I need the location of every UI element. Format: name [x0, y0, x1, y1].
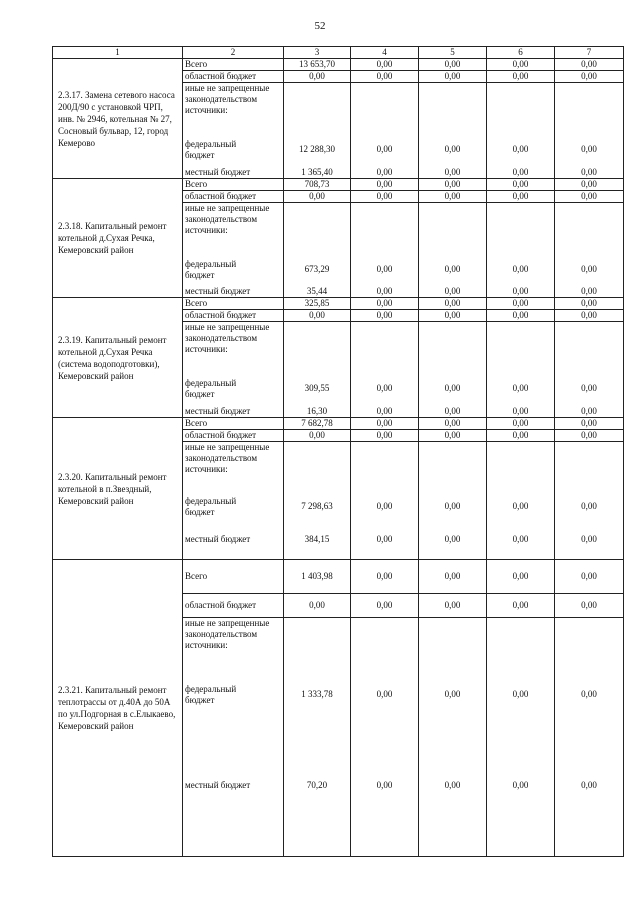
source-label-total: Всего: [183, 418, 284, 430]
federal-amount: 1 333,78: [301, 689, 333, 699]
source-label-regional: областной бюджет: [183, 430, 284, 442]
amount-cell: 0,00: [555, 59, 624, 71]
header-cell: 7: [555, 47, 624, 59]
local-amount: 35,44: [306, 286, 328, 296]
amount-cell: 0,00: [284, 71, 351, 83]
amount-cell-group: [351, 83, 419, 179]
source-label-total: Всего: [183, 59, 284, 71]
amount-cell-group: [487, 618, 555, 857]
amount-cell-group: [555, 322, 624, 418]
amount-cell: 0,00: [419, 191, 487, 203]
source-label-inye: иные не запрещенные законодательством источники:: [185, 322, 270, 354]
amount-cell-group: [555, 83, 624, 179]
amount-cell-group: [555, 442, 624, 560]
project-name: 2.3.17. Замена сетевого насоса 200Д/90 с установкой ЧРП, инв. № 2946, котельная № 27, Сосновый бульвар, 12, город Кемерово: [53, 59, 183, 179]
amount-cell: 0,00: [284, 594, 351, 618]
header-cell: 5: [419, 47, 487, 59]
amount-cell-group: [555, 618, 624, 857]
local-amount: 0,00: [512, 534, 529, 544]
amount-cell-group: [487, 83, 555, 179]
federal-amount: 0,00: [376, 501, 393, 511]
source-label-other: [183, 83, 284, 179]
amount-cell: 0,00: [419, 59, 487, 71]
federal-amount: 673,29: [304, 264, 330, 274]
amount-cell: 0,00: [487, 179, 555, 191]
header-cell: 3: [284, 47, 351, 59]
amount-cell-group: [419, 203, 487, 298]
header-row: [53, 47, 624, 59]
amount-cell: 708,73: [284, 179, 351, 191]
project-row-total: [53, 59, 624, 71]
local-amount: 0,00: [444, 780, 461, 790]
source-label-local: местный бюджет: [185, 286, 251, 296]
source-label-other: [183, 322, 284, 418]
local-amount: 0,00: [512, 780, 529, 790]
amount-cell: 0,00: [487, 298, 555, 310]
amount-cell: 0,00: [555, 71, 624, 83]
local-amount: 1 365,40: [301, 167, 333, 177]
amount-cell-group: [487, 203, 555, 298]
amount-cell-group: [284, 83, 351, 179]
source-label-local: местный бюджет: [185, 534, 251, 544]
source-label-other: [183, 203, 284, 298]
source-label-total: Всего: [183, 298, 284, 310]
amount-cell: 7 682,78: [284, 418, 351, 430]
federal-amount: 0,00: [512, 383, 529, 393]
local-amount: 0,00: [581, 534, 597, 544]
amount-cell: 0,00: [555, 191, 624, 203]
source-label-federal: федеральный бюджет: [185, 378, 237, 399]
source-label-federal: федеральный бюджет: [185, 259, 237, 280]
amount-cell-group: [284, 442, 351, 560]
amount-cell: 0,00: [487, 71, 555, 83]
budget-table: [52, 46, 624, 857]
amount-cell: 0,00: [419, 298, 487, 310]
local-amount: 0,00: [376, 534, 393, 544]
amount-cell: 0,00: [487, 594, 555, 618]
project-row-total: [53, 560, 624, 594]
federal-amount: 0,00: [581, 144, 597, 154]
source-label-total: Всего: [183, 560, 284, 594]
amount-cell-group: [419, 322, 487, 418]
federal-amount: 0,00: [512, 264, 529, 274]
amount-cell: 0,00: [487, 560, 555, 594]
project-name: 2.3.21. Капитальный ремонт теплотрассы от д.40А до 50А по ул.Подгорная в с.Елыкаево, Кемеровский район: [53, 560, 183, 857]
federal-amount: 0,00: [444, 144, 461, 154]
amount-cell-group: [284, 322, 351, 418]
amount-cell-group: [351, 442, 419, 560]
amount-cell: 0,00: [419, 71, 487, 83]
amount-cell: 0,00: [419, 594, 487, 618]
project-row-total: [53, 418, 624, 430]
source-label-federal: федеральный бюджет: [185, 684, 237, 705]
local-amount: 0,00: [581, 286, 597, 296]
header-cell: 2: [183, 47, 284, 59]
source-label-total: Всего: [183, 179, 284, 191]
source-label-federal: федеральный бюджет: [185, 496, 237, 517]
amount-cell: 0,00: [419, 418, 487, 430]
amount-cell-group: [351, 203, 419, 298]
amount-cell: 0,00: [351, 71, 419, 83]
header-cell: 4: [351, 47, 419, 59]
amount-cell: 0,00: [487, 310, 555, 322]
amount-cell: 1 403,98: [284, 560, 351, 594]
amount-cell: 0,00: [419, 310, 487, 322]
amount-cell: 0,00: [419, 179, 487, 191]
amount-cell: 0,00: [487, 191, 555, 203]
local-amount: 70,20: [306, 780, 328, 790]
amount-cell: 0,00: [351, 310, 419, 322]
amount-cell-group: [487, 442, 555, 560]
federal-amount: 0,00: [512, 144, 529, 154]
amount-cell: 0,00: [555, 298, 624, 310]
amount-cell: 0,00: [351, 179, 419, 191]
local-amount: 0,00: [512, 406, 529, 416]
amount-cell: 0,00: [351, 59, 419, 71]
amount-cell: 0,00: [555, 430, 624, 442]
local-amount: 0,00: [581, 167, 597, 177]
federal-amount: 309,55: [304, 383, 330, 393]
amount-cell: 0,00: [284, 430, 351, 442]
federal-amount: 7 298,63: [301, 501, 333, 511]
project-name: 2.3.20. Капитальный ремонт котельной в п.Звездный, Кемеровский район: [53, 418, 183, 560]
local-amount: 0,00: [512, 286, 529, 296]
local-amount: 0,00: [376, 286, 393, 296]
amount-cell: 13 653,70: [284, 59, 351, 71]
amount-cell: 0,00: [419, 430, 487, 442]
amount-cell-group: [284, 618, 351, 857]
federal-amount: 0,00: [581, 383, 597, 393]
source-label-local: местный бюджет: [185, 406, 251, 416]
amount-cell-group: [419, 83, 487, 179]
federal-amount: 0,00: [376, 144, 393, 154]
source-label-inye: иные не запрещенные законодательством источники:: [185, 83, 270, 115]
federal-amount: 0,00: [581, 501, 597, 511]
amount-cell: 0,00: [419, 560, 487, 594]
federal-amount: 0,00: [444, 264, 461, 274]
page-number: 52: [314, 20, 326, 32]
source-label-inye: иные не запрещенные законодательством источники:: [185, 442, 270, 474]
federal-amount: 0,00: [581, 689, 597, 699]
amount-cell-group: [284, 203, 351, 298]
local-amount: 0,00: [376, 406, 393, 416]
amount-cell: 0,00: [487, 59, 555, 71]
source-label-federal: федеральный бюджет: [185, 139, 237, 160]
federal-amount: 0,00: [512, 501, 529, 511]
federal-amount: 0,00: [581, 264, 597, 274]
source-label-inye: иные не запрещенные законодательством источники:: [185, 618, 270, 650]
federal-amount: 12 288,30: [299, 144, 335, 154]
federal-amount: 0,00: [512, 689, 529, 699]
local-amount: 0,00: [444, 167, 461, 177]
amount-cell-group: [487, 322, 555, 418]
source-label-local: местный бюджет: [185, 780, 251, 790]
local-amount: 0,00: [444, 534, 461, 544]
federal-amount: 0,00: [444, 501, 461, 511]
amount-cell-group: [419, 442, 487, 560]
amount-cell: 0,00: [351, 560, 419, 594]
source-label-regional: областной бюджет: [183, 594, 284, 618]
federal-amount: 0,00: [376, 383, 393, 393]
local-amount: 16,30: [306, 406, 328, 416]
amount-cell: 0,00: [284, 310, 351, 322]
source-label-inye: иные не запрещенные законодательством источники:: [185, 203, 270, 235]
source-label-other: [183, 618, 284, 857]
project-name: 2.3.18. Капитальный ремонт котельной д.Сухая Речка, Кемеровский район: [53, 179, 183, 298]
local-amount: 0,00: [376, 167, 393, 177]
source-label-regional: областной бюджет: [183, 310, 284, 322]
amount-cell: 0,00: [555, 310, 624, 322]
source-label-regional: областной бюджет: [183, 71, 284, 83]
amount-cell: 325,85: [284, 298, 351, 310]
federal-amount: 0,00: [444, 689, 461, 699]
amount-cell: 0,00: [351, 430, 419, 442]
amount-cell: 0,00: [284, 191, 351, 203]
amount-cell: 0,00: [351, 418, 419, 430]
amount-cell-group: [351, 322, 419, 418]
amount-cell: 0,00: [555, 179, 624, 191]
local-amount: 0,00: [581, 406, 597, 416]
amount-cell: 0,00: [487, 430, 555, 442]
local-amount: 0,00: [376, 780, 393, 790]
local-amount: 384,15: [304, 534, 330, 544]
header-cell: 6: [487, 47, 555, 59]
amount-cell: 0,00: [555, 560, 624, 594]
project-name: 2.3.19. Капитальный ремонт котельной д.Сухая Речка (система водоподготовки), Кемеровский район: [53, 298, 183, 418]
amount-cell-group: [351, 618, 419, 857]
amount-cell: 0,00: [487, 418, 555, 430]
local-amount: 0,00: [444, 286, 461, 296]
amount-cell-group: [555, 203, 624, 298]
project-row-total: [53, 298, 624, 310]
federal-amount: 0,00: [376, 689, 393, 699]
amount-cell: 0,00: [351, 191, 419, 203]
amount-cell: 0,00: [351, 298, 419, 310]
local-amount: 0,00: [444, 406, 461, 416]
local-amount: 0,00: [512, 167, 529, 177]
header-cell: 1: [53, 47, 183, 59]
project-row-total: [53, 179, 624, 191]
amount-cell: 0,00: [555, 594, 624, 618]
amount-cell-group: [419, 618, 487, 857]
federal-amount: 0,00: [444, 383, 461, 393]
amount-cell: 0,00: [555, 418, 624, 430]
source-label-other: [183, 442, 284, 560]
source-label-regional: областной бюджет: [183, 191, 284, 203]
local-amount: 0,00: [581, 780, 597, 790]
federal-amount: 0,00: [376, 264, 393, 274]
amount-cell: 0,00: [351, 594, 419, 618]
source-label-local: местный бюджет: [185, 167, 251, 177]
